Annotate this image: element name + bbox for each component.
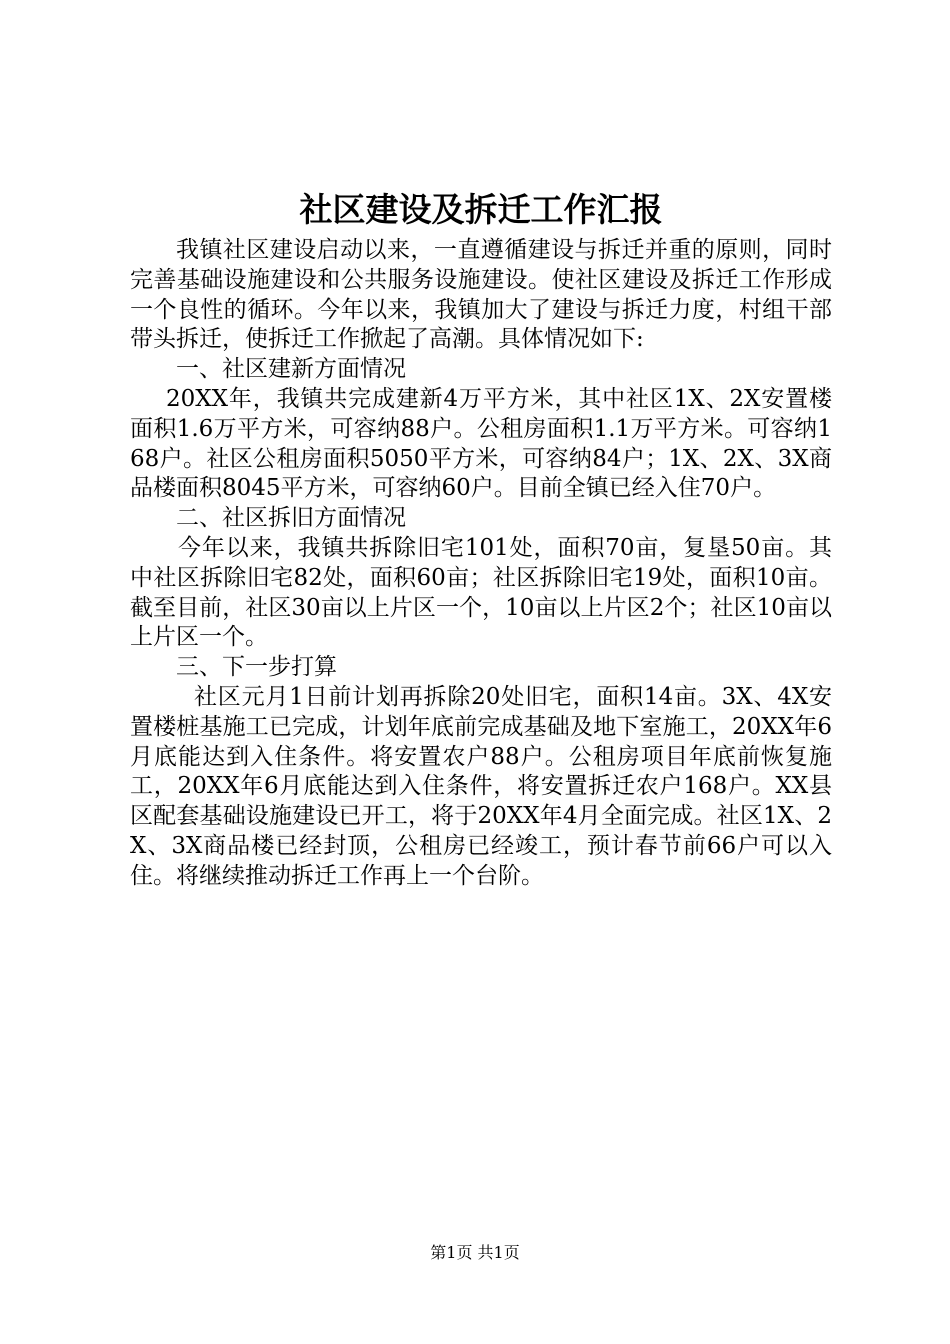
section-demolition-paragraph: 今年以来，我镇共拆除旧宅101处，面积70亩，复垦50亩。其中社区拆除旧宅82处，面积60亩；社区拆除旧宅19处，面积10亩。截至目前，社区30亩以上片区一个，10亩以上片区2个；社区10亩以上片区一个。 <box>130 534 832 651</box>
page-number-footer: 第1页 共1页 <box>430 1243 520 1262</box>
document-title: 社区建设及拆迁工作汇报 <box>299 190 663 229</box>
section-new-construction-paragraph: 20XX年，我镇共完成建新4万平方米，其中社区1X、2X安置楼面积1.6万平方米，可容纳88户。公租房面积1.1万平方米。可容纳168户。社区公租房面积5050平方米，可容纳84户；1X、2X、3X商品楼面积8045平方米，可容纳60户。目前全镇已经入住70户。 <box>130 385 832 502</box>
section-next-steps-paragraph: 社区元月1日前计划再拆除20处旧宅，面积14亩。3X、4X安置楼桩基施工已完成，计划年底前完成基础及地下室施工，20XX年6月底能达到入住条件。将安置农户88户。公租房项目年底前恢复施工，20XX年6月底能达到入住条件，将安置拆迁农户168户。XX县区配套基础设施建设已开工，将于20XX年4月全面完成。社区1X、2X、3X商品楼已经封顶，公租房已经竣工，预计春节前66户可以入住。将继续推动拆迁工作再上一个台阶。 <box>130 683 832 889</box>
section-heading-next-steps: 三、下一步打算 <box>176 654 337 681</box>
section-heading-demolition: 二、社区拆旧方面情况 <box>176 505 406 532</box>
document-body <box>130 236 832 892</box>
section-heading-new-construction: 一、社区建新方面情况 <box>176 356 406 383</box>
intro-paragraph: 我镇社区建设启动以来，一直遵循建设与拆迁并重的原则，同时完善基础设施建设和公共服务设施建设。使社区建设及拆迁工作形成一个良性的循环。今年以来，我镇加大了建设与拆迁力度，村组干部带头拆迁，使拆迁工作掀起了高潮。具体情况如下: <box>130 237 832 353</box>
